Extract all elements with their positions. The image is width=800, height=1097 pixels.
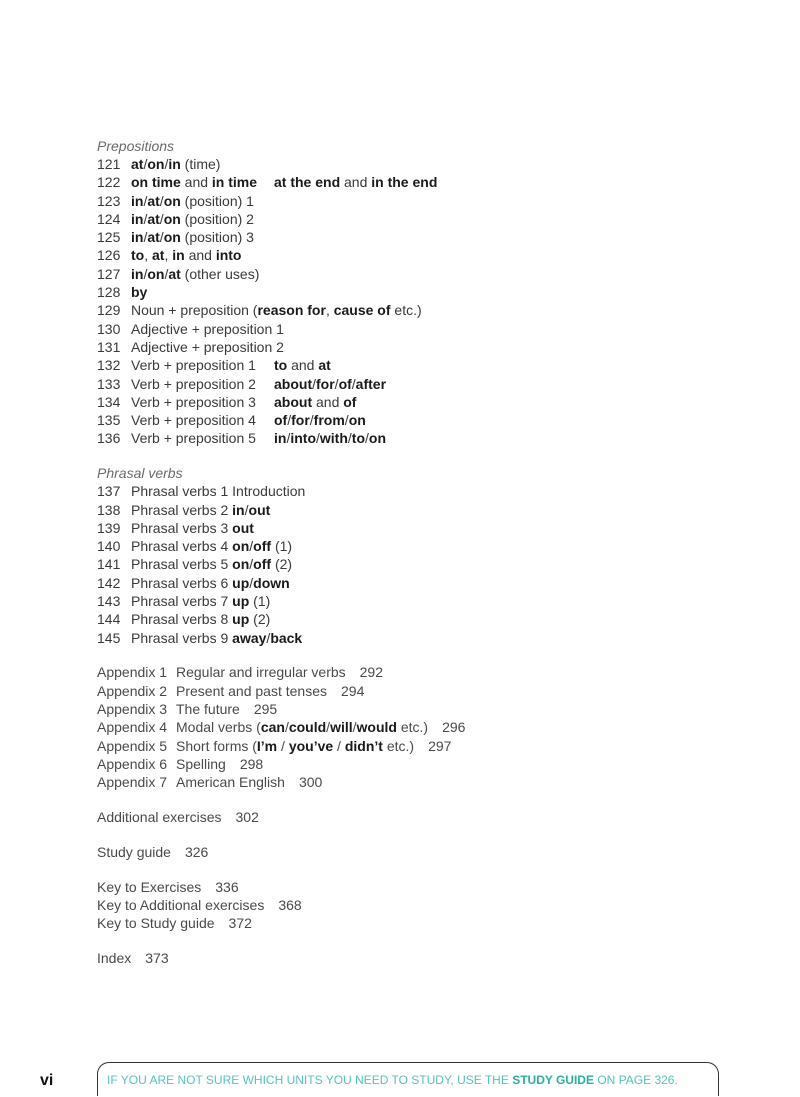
text-segment: Phrasal verbs 2 [131, 501, 233, 518]
text-segment: / [164, 265, 169, 282]
text-segment: / [309, 412, 314, 429]
appendix-list [97, 663, 737, 791]
text-segment: / [284, 719, 289, 736]
unit-subtitle [274, 356, 331, 374]
bold-term: didn’t [344, 737, 383, 754]
section-heading-phrasal-verbs: Phrasal verbs [97, 465, 183, 482]
bold-term: cause of [333, 302, 391, 319]
entry-label: Study guide [97, 843, 171, 860]
bold-term: up [232, 574, 250, 591]
bold-term: up [232, 593, 250, 610]
bold-term: can [260, 719, 285, 736]
bold-term: in [232, 501, 245, 518]
bold-term: at the end [274, 174, 341, 191]
unit-number: 141 [97, 556, 121, 573]
unit-number: 131 [97, 338, 121, 355]
unit-title [131, 228, 254, 246]
key-list [97, 878, 737, 933]
unit-title [131, 210, 254, 228]
bold-term: on [147, 156, 165, 172]
unit-row[interactable] [97, 155, 737, 173]
bold-term: in [168, 156, 181, 172]
unit-number: 123 [97, 192, 121, 209]
bold-term: with [319, 430, 348, 447]
unit-number: 121 [97, 156, 121, 172]
bold-term: for [291, 412, 310, 429]
text-segment: / [143, 265, 148, 282]
text-segment: / [159, 210, 164, 227]
bold-term: at [147, 229, 160, 246]
appendix-page: 297 [428, 737, 452, 754]
note-text-before: IF YOU ARE NOT SURE WHICH UNITS YOU NEED TO STUDY, USE THE [107, 1073, 513, 1087]
unit-number: 129 [97, 302, 121, 319]
text-segment: Adjective + preposition 2 [131, 338, 284, 355]
text-segment: Phrasal verbs 3 [131, 519, 233, 536]
bold-term: I’m [256, 737, 278, 754]
entry-page: 368 [278, 896, 302, 913]
bold-term: to [274, 357, 288, 374]
unit-subtitle [274, 173, 437, 191]
text-segment: / [286, 430, 291, 447]
appendix-page: 298 [239, 755, 264, 772]
unit-row[interactable] [97, 356, 737, 374]
unit-row[interactable] [97, 320, 737, 338]
bold-term: in [172, 247, 185, 264]
bold-term: for [316, 375, 335, 392]
unit-title [131, 265, 259, 283]
additional-exercises-entry[interactable] [97, 808, 737, 826]
unit-title [131, 283, 147, 301]
note-text-bold: STUDY GUIDE [512, 1073, 594, 1087]
bold-term: on [232, 538, 250, 555]
bold-term: of [343, 393, 357, 410]
unit-number: 137 [97, 483, 121, 500]
bold-term: down [253, 574, 290, 591]
text-segment: / [344, 412, 349, 429]
text-segment: and [312, 393, 344, 410]
text-segment: etc.) [390, 302, 422, 319]
text-segment: The future [176, 701, 240, 718]
text-segment: / [333, 737, 345, 754]
text-segment: etc.) [382, 737, 415, 754]
appendix-page: 295 [253, 701, 278, 718]
text-segment: Adjective + preposition 1 [131, 320, 284, 337]
entry-page: 336 [215, 878, 239, 895]
text-segment: Phrasal verbs 5 [131, 556, 233, 573]
unit-row[interactable] [97, 610, 737, 628]
bold-term: at [318, 357, 331, 374]
unit-subtitle [274, 393, 356, 411]
unit-row[interactable] [97, 283, 737, 301]
unit-subtitle [274, 411, 366, 429]
unit-number: 125 [97, 229, 121, 246]
text-segment: / [316, 430, 320, 447]
text-segment: / [249, 574, 254, 591]
text-segment: Noun + preposition ( [131, 302, 258, 319]
text-segment: Verb + preposition 4 [131, 412, 256, 429]
text-segment: and [184, 247, 216, 264]
unit-title [131, 246, 241, 264]
unit-title [131, 555, 292, 573]
unit-number: 122 [97, 174, 121, 191]
appendix-label: Appendix 1 [97, 664, 168, 681]
text-segment: Spelling [176, 755, 226, 772]
unit-row[interactable] [97, 555, 737, 573]
appendix-label: Appendix 5 [97, 737, 168, 754]
appendix-page: 300 [298, 774, 323, 791]
unit-number: 136 [97, 430, 121, 447]
text-segment: Phrasal verbs 7 [131, 593, 233, 610]
unit-number: 145 [97, 629, 121, 646]
text-segment: / [351, 375, 356, 392]
unit-row[interactable] [97, 429, 737, 447]
unit-title [131, 173, 274, 191]
appendix-page: 292 [359, 664, 383, 681]
text-segment: Short forms ( [176, 737, 257, 754]
text-segment: and [287, 357, 319, 374]
text-segment: / [159, 229, 164, 246]
entry-label: Key to Exercises [97, 878, 202, 895]
entry-label: Key to Additional exercises [97, 896, 265, 913]
bold-term: on [368, 430, 386, 447]
text-segment: and [180, 174, 212, 191]
bold-term: in the end [371, 174, 438, 191]
unit-number: 126 [97, 247, 121, 264]
unit-number: 132 [97, 357, 121, 374]
bold-term: of [338, 375, 352, 392]
entry-label: Index [97, 949, 132, 966]
appendix-title [176, 755, 226, 773]
unit-subtitle [274, 375, 386, 393]
text-segment: (1) [249, 593, 271, 610]
unit-row[interactable] [97, 375, 737, 393]
unit-title [131, 574, 290, 592]
study-guide-note [97, 1062, 719, 1096]
appendix-label: Appendix 7 [97, 774, 168, 791]
appendix-row[interactable] [97, 700, 737, 718]
appendix-label: Appendix 6 [97, 755, 168, 772]
text-segment: / [266, 629, 271, 646]
unit-title [131, 320, 284, 338]
study-guide-entry[interactable] [97, 843, 737, 861]
key-entry[interactable] [97, 878, 737, 896]
bold-term: in [131, 229, 144, 246]
text-segment: (2) [271, 556, 293, 573]
bold-term: off [253, 538, 272, 555]
bold-term: to [131, 247, 145, 264]
bold-term: on [232, 556, 250, 573]
unit-title [131, 592, 270, 610]
text-segment: etc.) [396, 719, 429, 736]
contents-list [97, 137, 737, 967]
entry-page: 326 [184, 843, 209, 860]
text-segment: / [143, 210, 148, 227]
unit-row[interactable] [97, 393, 737, 411]
unit-title [131, 519, 254, 537]
bold-term: at [152, 247, 165, 264]
unit-title [131, 610, 270, 628]
unit-row[interactable] [97, 246, 737, 264]
text-segment: , [325, 302, 334, 319]
text-segment: / [143, 192, 148, 209]
note-text-after: ON PAGE 326. [593, 1073, 678, 1087]
bold-term: off [253, 556, 272, 573]
bold-term: at [168, 265, 181, 282]
unit-row[interactable] [97, 338, 737, 356]
unit-number: 142 [97, 574, 121, 591]
text-segment: / [164, 156, 169, 172]
bold-term: will [330, 719, 353, 736]
bold-term: at [131, 156, 144, 172]
unit-title [131, 338, 284, 356]
unit-title [131, 629, 302, 647]
bold-term: on [163, 210, 181, 227]
text-segment: / [249, 538, 254, 555]
bold-term: to [351, 430, 365, 447]
appendix-title [176, 737, 414, 755]
appendix-row[interactable] [97, 773, 737, 791]
bold-term: in [131, 265, 144, 282]
unit-row[interactable] [97, 519, 737, 537]
text-segment: and [340, 174, 372, 191]
unit-row[interactable] [97, 501, 737, 519]
text-segment: (1) [271, 538, 293, 555]
text-segment: , [164, 247, 173, 264]
unit-title [131, 501, 270, 519]
appendix-row[interactable] [97, 682, 737, 700]
unit-number: 138 [97, 501, 121, 518]
text-segment: American English [176, 774, 285, 791]
text-segment: (position) 3 [180, 229, 254, 246]
unit-row[interactable] [97, 574, 737, 592]
entry-page: 372 [228, 915, 252, 932]
unit-row[interactable] [97, 411, 737, 429]
key-entry[interactable] [97, 896, 737, 914]
bold-term: out [248, 501, 271, 518]
bold-term: of [274, 412, 288, 429]
entry-page: 373 [145, 949, 169, 966]
bold-term: out [232, 519, 254, 536]
text-segment: Verb + preposition 5 [131, 430, 256, 447]
bold-term: at [147, 192, 160, 209]
unit-number: 130 [97, 320, 121, 337]
bold-term: on time [131, 174, 181, 191]
unit-number: 127 [97, 265, 121, 282]
unit-row[interactable] [97, 265, 737, 283]
unit-title [131, 155, 220, 173]
bold-term: at [147, 210, 160, 227]
appendix-row[interactable] [97, 663, 737, 681]
text-segment: , [144, 247, 152, 264]
text-segment: Modal verbs ( [176, 719, 261, 736]
text-segment: / [277, 737, 289, 754]
text-segment: / [159, 192, 164, 209]
unit-title [131, 356, 274, 374]
text-segment: Phrasal verbs 8 [131, 611, 233, 628]
bold-term: away [232, 629, 267, 646]
appendix-label: Appendix 4 [97, 719, 168, 736]
bold-term: about [274, 393, 313, 410]
unit-title [131, 429, 274, 447]
bold-term: you’ve [288, 737, 334, 754]
unit-number: 133 [97, 375, 121, 392]
bold-term: on [163, 192, 181, 209]
text-segment: Verb + preposition 2 [131, 375, 256, 392]
text-segment: (2) [249, 611, 271, 628]
unit-number: 139 [97, 519, 121, 536]
text-segment: Present and past tenses [176, 682, 327, 699]
appendix-page: 294 [341, 682, 365, 699]
text-segment: / [326, 719, 331, 736]
unit-row[interactable] [97, 301, 737, 319]
unit-title [131, 301, 422, 319]
text-segment: (position) 1 [180, 192, 254, 209]
text-segment: / [249, 556, 254, 573]
text-segment: (position) 2 [180, 210, 254, 227]
unit-row[interactable] [97, 192, 737, 210]
text-segment: / [312, 375, 316, 392]
entry-page: 302 [235, 809, 259, 825]
text-segment: (other uses) [180, 265, 260, 282]
unit-title [131, 375, 274, 393]
text-segment: / [143, 156, 148, 172]
unit-number: 135 [97, 412, 121, 429]
text-segment: Phrasal verbs 6 [131, 574, 233, 591]
text-segment: / [352, 719, 357, 736]
text-segment: / [143, 229, 148, 246]
unit-title [131, 482, 305, 500]
bold-term: could [288, 719, 327, 736]
unit-row[interactable] [97, 173, 737, 191]
text-segment: Phrasal verbs 1 Introduction [131, 483, 306, 500]
bold-term: from [313, 412, 345, 429]
bold-term: on [147, 265, 165, 282]
text-segment: Phrasal verbs 4 [131, 538, 233, 555]
bold-term: in [131, 210, 144, 227]
index-entry[interactable] [97, 949, 737, 967]
section-heading-prepositions: Prepositions [97, 138, 175, 154]
key-entry[interactable] [97, 914, 737, 932]
unit-number: 124 [97, 210, 121, 227]
bold-term: on [348, 412, 366, 429]
bold-term: about [274, 375, 313, 392]
unit-title [131, 393, 274, 411]
appendix-title [176, 682, 327, 700]
appendix-title [176, 773, 285, 791]
unit-number: 144 [97, 611, 121, 628]
text-segment: / [347, 430, 352, 447]
page-number: vi [40, 1072, 54, 1089]
appendix-row[interactable] [97, 737, 737, 755]
appendix-title [176, 718, 428, 736]
unit-number: 128 [97, 284, 121, 301]
bold-term: after [355, 375, 387, 392]
bold-term: by [131, 284, 148, 301]
bold-term: into [290, 430, 316, 447]
phrasal-verbs-unit-list [97, 482, 737, 647]
bold-term: reason for [257, 302, 326, 319]
bold-term: up [232, 611, 250, 628]
bold-term: would [356, 719, 397, 736]
text-segment: / [287, 412, 292, 429]
bold-term: in time [211, 174, 258, 191]
text-segment: Verb + preposition 3 [131, 393, 256, 410]
prepositions-unit-list [97, 155, 737, 448]
bold-term: on [163, 229, 181, 246]
text-segment: (time) [180, 156, 221, 172]
unit-row[interactable] [97, 592, 737, 610]
text-segment: Regular and irregular verbs [176, 664, 346, 681]
unit-title [131, 411, 274, 429]
text-segment: / [365, 430, 369, 447]
unit-title [131, 192, 254, 210]
text-segment: Phrasal verbs 9 [131, 629, 233, 646]
bold-term: back [270, 629, 303, 646]
appendix-row[interactable] [97, 718, 737, 736]
appendix-label: Appendix 3 [97, 701, 168, 718]
appendix-title [176, 663, 346, 681]
unit-subtitle [274, 429, 386, 447]
text-segment: / [334, 375, 339, 392]
appendix-page: 296 [442, 719, 466, 736]
unit-title [131, 537, 292, 555]
appendix-title [176, 700, 240, 718]
unit-row[interactable] [97, 537, 737, 555]
text-segment: Verb + preposition 1 [131, 357, 256, 374]
bold-term: in [131, 192, 144, 209]
unit-number: 143 [97, 593, 121, 610]
bold-term: in [274, 430, 287, 447]
unit-number: 140 [97, 538, 121, 555]
entry-label: Key to Study guide [97, 915, 215, 932]
unit-row[interactable] [97, 228, 737, 246]
bold-term: into [215, 247, 242, 264]
unit-number: 134 [97, 393, 121, 410]
unit-row[interactable] [97, 482, 737, 500]
unit-row[interactable] [97, 629, 737, 647]
appendix-label: Appendix 2 [97, 682, 168, 699]
appendix-row[interactable] [97, 755, 737, 773]
unit-row[interactable] [97, 210, 737, 228]
entry-label: Additional exercises [97, 809, 222, 825]
text-segment: / [244, 501, 249, 518]
